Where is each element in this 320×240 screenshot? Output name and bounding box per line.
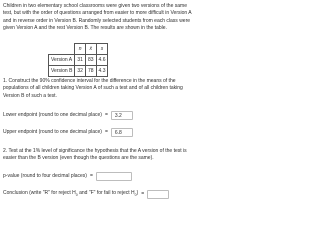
cell-n: 32 — [75, 66, 86, 77]
table-corner-cell — [49, 44, 75, 55]
question-1: 1. Construct the 90% confidence interval for the difference in the means of the populations of all children taking Version A of such a test and of all children taking Version B of such a test. — [3, 78, 183, 99]
equals-sign: = — [104, 129, 108, 135]
table-header-row — [49, 44, 108, 55]
cell-s: 4.3 — [96, 66, 108, 77]
upper-endpoint-label: Upper endpoint (round to one decimal place) — [3, 129, 102, 135]
results-table — [48, 43, 108, 77]
problem-intro: Children in two elementary school classrooms were given two versions of the same test, but with the order of questions arranged from easier to more difficult in Version A and in reverse order in Version B. Randomly selected students from each class were given Version A and the rest Version B. The results are shown in the table. — [3, 3, 192, 32]
cell-mean: 78 — [85, 66, 96, 77]
conclusion-row — [3, 190, 169, 199]
lower-endpoint-label: Lower endpoint (round to one decimal place) — [3, 112, 102, 118]
upper-endpoint-input[interactable]: 6.8 — [111, 128, 133, 137]
row-label: Version A — [49, 55, 75, 66]
row-label: Version B — [49, 66, 75, 77]
conclusion-label-part: Conclusion (write "R" for reject H — [3, 190, 76, 196]
question-2: 2. Test at the 1% level of significance the hypothesis that the A version of the test is easier than the B version (even though the questions are the same). — [3, 148, 187, 162]
cell-mean: 83 — [85, 55, 96, 66]
equals-sign: = — [104, 112, 108, 118]
table-row — [49, 66, 108, 77]
conclusion-input[interactable] — [147, 190, 169, 199]
table-row — [49, 55, 108, 66]
pvalue-label: p-value (round to four decimal places) — [3, 173, 87, 179]
conclusion-label — [3, 190, 138, 199]
upper-endpoint-row — [3, 128, 133, 137]
header-n: n — [75, 44, 86, 55]
header-mean: x̄ — [85, 44, 96, 55]
cell-s: 4.6 — [96, 55, 108, 66]
equals-sign: = — [141, 191, 145, 197]
results-table-wrap — [48, 43, 108, 77]
pvalue-row — [3, 172, 132, 181]
conclusion-label-part: ) — [136, 190, 139, 196]
header-s: s — [96, 44, 108, 55]
cell-n: 31 — [75, 55, 86, 66]
conclusion-label-part: and "F" for fail to reject H — [77, 190, 135, 196]
h0-subscript: 0 — [75, 193, 78, 197]
equals-sign: = — [89, 173, 93, 179]
lower-endpoint-input[interactable]: 3.2 — [111, 111, 133, 120]
lower-endpoint-row — [3, 111, 133, 120]
pvalue-input[interactable] — [96, 172, 132, 181]
h0-subscript: 0 — [134, 193, 137, 197]
